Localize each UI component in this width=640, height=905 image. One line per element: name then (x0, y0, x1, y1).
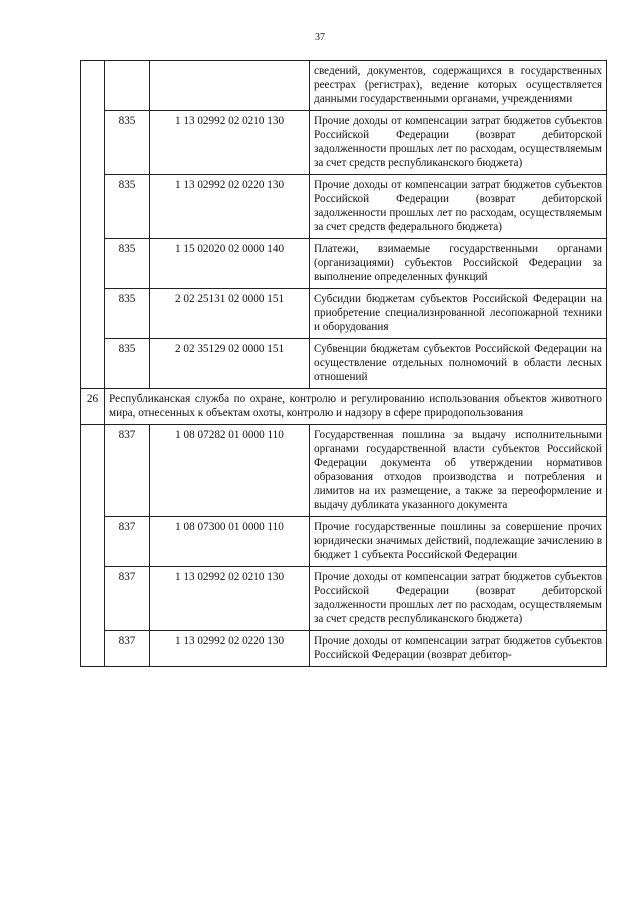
section-header-row (81, 389, 607, 425)
admin-code: 837 (105, 517, 150, 567)
income-description: Прочие доходы от компенсации затрат бюджетов субъектов Российской Федерации (возврат дебитор- (310, 631, 607, 667)
income-description: Субвенции бюджетам субъектов Российской Федерации на осуществление отдельных полномочий в области лесных отношений (310, 339, 607, 389)
kbk-code: 2 02 35129 02 0000 151 (150, 339, 310, 389)
income-description: Субсидии бюджетам субъектов Российской Федерации на приобретение специализированной лесопожарной техники и оборудования (310, 289, 607, 339)
kbk-code: 2 02 25131 02 0000 151 (150, 289, 310, 339)
table-row (81, 517, 607, 567)
kbk-code: 1 13 02992 02 0220 130 (150, 631, 310, 667)
admin-code: 835 (105, 111, 150, 175)
table-row (81, 175, 607, 239)
kbk-code: 1 13 02992 02 0210 130 (150, 567, 310, 631)
kbk-code: 1 13 02992 02 0220 130 (150, 175, 310, 239)
table-row (81, 631, 607, 667)
table-row (81, 111, 607, 175)
admin-code: 837 (105, 425, 150, 517)
kbk-code: 1 15 02020 02 0000 140 (150, 239, 310, 289)
income-description: Платежи, взимаемые государственными органами (организациями) субъектов Российской Федерации за выполнение определенных функций (310, 239, 607, 289)
admin-code: 835 (105, 339, 150, 389)
admin-code: 837 (105, 567, 150, 631)
table-row (81, 289, 607, 339)
continuation-description: сведений, документов, содержащихся в государственных реестрах (регистрах), ведение которых осуществляется данными государственными органами, учреждениями (310, 61, 607, 111)
cell-empty-number (81, 61, 105, 389)
table-row-continuation (81, 61, 607, 111)
revenue-codes-table (80, 60, 607, 667)
section-number: 26 (81, 389, 105, 425)
kbk-code: 1 13 02992 02 0210 130 (150, 111, 310, 175)
kbk-code: 1 08 07300 01 0000 110 (150, 517, 310, 567)
cell-empty-number (81, 425, 105, 667)
income-description: Прочие государственные пошлины за совершение прочих юридически значимых действий, подлежащие зачислению в бюджет 1 субъекта Российской Федерации (310, 517, 607, 567)
kbk-code: 1 08 07282 01 0000 110 (150, 425, 310, 517)
table-row (81, 339, 607, 389)
income-description: Государственная пошлина за выдачу исполнительными органами государственной власти субъектов Российской Федерации документа об утверждении нормативов образования отходов производства и потребления и лимитов на их размещение, а также за переоформление и выдачу дубликата указанного документа (310, 425, 607, 517)
table-row (81, 239, 607, 289)
admin-code: 835 (105, 175, 150, 239)
section-title: Республиканская служба по охране, контролю и регулированию использования объектов животного мира, отнесенных к объектам охоты, контролю и надзору в сфере природопользования (105, 389, 607, 425)
income-description: Прочие доходы от компенсации затрат бюджетов субъектов Российской Федерации (возврат дебиторской задолженности прошлых лет по расходам, осуществляемым за счет средств республиканского бюджета) (310, 567, 607, 631)
admin-code: 835 (105, 289, 150, 339)
cell-empty-kbk (150, 61, 310, 111)
income-description: Прочие доходы от компенсации затрат бюджетов субъектов Российской Федерации (возврат дебиторской задолженности прошлых лет по расходам, осуществляемым за счет средств республиканского бюджета) (310, 111, 607, 175)
table-row (81, 425, 607, 517)
page-number: 37 (315, 32, 325, 43)
admin-code: 837 (105, 631, 150, 667)
income-description: Прочие доходы от компенсации затрат бюджетов субъектов Российской Федерации (возврат дебиторской задолженности прошлых лет по расходам, осуществляемым за счет средств федерального бюджета) (310, 175, 607, 239)
cell-empty-admin (105, 61, 150, 111)
table-row (81, 567, 607, 631)
admin-code: 835 (105, 239, 150, 289)
